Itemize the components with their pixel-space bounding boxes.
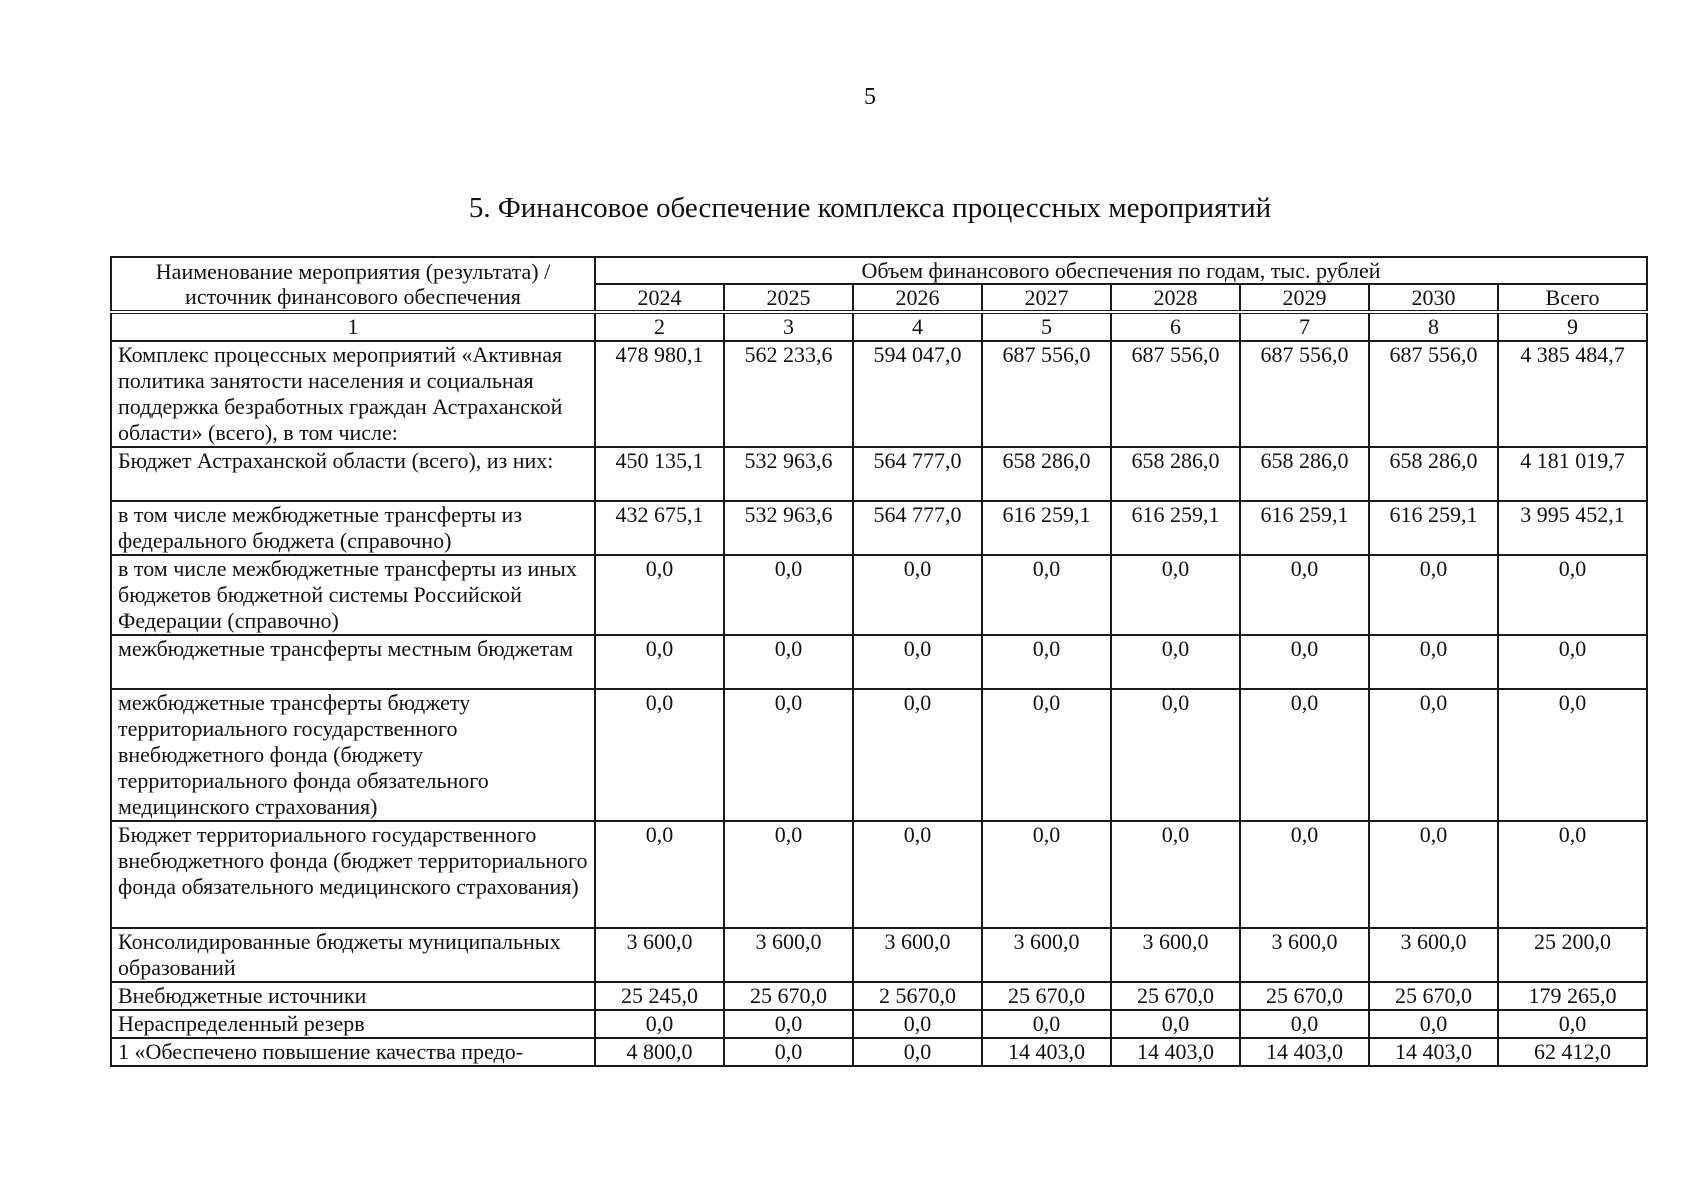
header-year-cell: 2025 bbox=[724, 284, 853, 312]
row-name-cell: Консолидированные бюджеты муниципальных образований bbox=[111, 928, 595, 982]
value-cell: 0,0 bbox=[1240, 821, 1369, 928]
value-cell: 0,0 bbox=[595, 635, 724, 689]
table-row bbox=[111, 1038, 1647, 1066]
value-cell: 14 403,0 bbox=[982, 1038, 1111, 1066]
value-cell: 0,0 bbox=[1111, 555, 1240, 635]
column-number-cell: 2 bbox=[595, 312, 724, 341]
value-cell: 3 600,0 bbox=[724, 928, 853, 982]
header-year-cell: 2027 bbox=[982, 284, 1111, 312]
value-cell: 0,0 bbox=[724, 821, 853, 928]
value-cell: 0,0 bbox=[595, 821, 724, 928]
row-name-cell: Бюджет Астраханской области (всего), из них: bbox=[111, 447, 595, 501]
value-cell: 0,0 bbox=[724, 555, 853, 635]
header-row-top bbox=[111, 257, 1647, 284]
total-cell: 0,0 bbox=[1498, 821, 1647, 928]
row-name-cell: межбюджетные трансферты бюджету территориального государственного внебюджетного фонда (бюджету территориального фонда обязательного медицинского страхования) bbox=[111, 689, 595, 821]
value-cell: 0,0 bbox=[595, 1010, 724, 1038]
value-cell: 3 600,0 bbox=[982, 928, 1111, 982]
column-number-cell: 8 bbox=[1369, 312, 1498, 341]
value-cell: 0,0 bbox=[1111, 821, 1240, 928]
header-volume-cell: Объем финансового обеспечения по годам, тыс. рублей bbox=[595, 257, 1647, 284]
column-number-cell: 7 bbox=[1240, 312, 1369, 341]
value-cell: 0,0 bbox=[1111, 635, 1240, 689]
value-cell: 2 5670,0 bbox=[853, 982, 982, 1010]
header-name-cell: Наименование мероприятия (результата) / источник финансового обеспечения bbox=[111, 257, 595, 312]
value-cell: 616 259,1 bbox=[1369, 501, 1498, 555]
section-title: 5. Финансовое обеспечение комплекса процессных мероприятий bbox=[468, 192, 1272, 224]
value-cell: 658 286,0 bbox=[1369, 447, 1498, 501]
financing-table bbox=[110, 256, 1648, 1067]
row-name-cell: в том числе межбюджетные трансферты из иных бюджетов бюджетной системы Российской Федерации (справочно) bbox=[111, 555, 595, 635]
value-cell: 0,0 bbox=[724, 1010, 853, 1038]
value-cell: 687 556,0 bbox=[1369, 341, 1498, 447]
total-cell: 62 412,0 bbox=[1498, 1038, 1647, 1066]
value-cell: 25 670,0 bbox=[1369, 982, 1498, 1010]
value-cell: 3 600,0 bbox=[1111, 928, 1240, 982]
value-cell: 532 963,6 bbox=[724, 501, 853, 555]
header-year-cell: 2024 bbox=[595, 284, 724, 312]
value-cell: 564 777,0 bbox=[853, 447, 982, 501]
total-cell: 0,0 bbox=[1498, 635, 1647, 689]
column-numbers-row bbox=[111, 312, 1647, 341]
value-cell: 14 403,0 bbox=[1111, 1038, 1240, 1066]
header-year-cell: 2028 bbox=[1111, 284, 1240, 312]
total-cell: 0,0 bbox=[1498, 1010, 1647, 1038]
header-year-cell: 2026 bbox=[853, 284, 982, 312]
value-cell: 3 600,0 bbox=[1240, 928, 1369, 982]
value-cell: 0,0 bbox=[1369, 635, 1498, 689]
value-cell: 0,0 bbox=[982, 555, 1111, 635]
value-cell: 0,0 bbox=[853, 821, 982, 928]
value-cell: 14 403,0 bbox=[1369, 1038, 1498, 1066]
value-cell: 0,0 bbox=[1369, 1010, 1498, 1038]
row-name-cell: Внебюджетные источники bbox=[111, 982, 595, 1010]
header-year-cell: 2030 bbox=[1369, 284, 1498, 312]
value-cell: 0,0 bbox=[1240, 689, 1369, 821]
value-cell: 25 245,0 bbox=[595, 982, 724, 1010]
value-cell: 0,0 bbox=[1111, 1010, 1240, 1038]
value-cell: 658 286,0 bbox=[1111, 447, 1240, 501]
total-cell: 25 200,0 bbox=[1498, 928, 1647, 982]
value-cell: 478 980,1 bbox=[595, 341, 724, 447]
value-cell: 4 800,0 bbox=[595, 1038, 724, 1066]
value-cell: 0,0 bbox=[853, 635, 982, 689]
value-cell: 3 600,0 bbox=[1369, 928, 1498, 982]
table-row bbox=[111, 447, 1647, 501]
value-cell: 616 259,1 bbox=[982, 501, 1111, 555]
value-cell: 0,0 bbox=[724, 689, 853, 821]
value-cell: 0,0 bbox=[853, 689, 982, 821]
value-cell: 658 286,0 bbox=[982, 447, 1111, 501]
value-cell: 25 670,0 bbox=[1240, 982, 1369, 1010]
column-number-cell: 5 bbox=[982, 312, 1111, 341]
value-cell: 0,0 bbox=[1369, 821, 1498, 928]
value-cell: 0,0 bbox=[982, 821, 1111, 928]
table-row bbox=[111, 1010, 1647, 1038]
table-row bbox=[111, 341, 1647, 447]
value-cell: 25 670,0 bbox=[982, 982, 1111, 1010]
table-row bbox=[111, 555, 1647, 635]
table-row bbox=[111, 821, 1647, 928]
total-cell: 4 181 019,7 bbox=[1498, 447, 1647, 501]
value-cell: 0,0 bbox=[1369, 555, 1498, 635]
value-cell: 616 259,1 bbox=[1240, 501, 1369, 555]
column-number-cell: 4 bbox=[853, 312, 982, 341]
table-row bbox=[111, 982, 1647, 1010]
row-name-cell: Нераспределенный резерв bbox=[111, 1010, 595, 1038]
value-cell: 3 600,0 bbox=[853, 928, 982, 982]
table-row bbox=[111, 635, 1647, 689]
column-number-cell: 9 bbox=[1498, 312, 1647, 341]
value-cell: 25 670,0 bbox=[1111, 982, 1240, 1010]
row-name-cell: Комплекс процессных мероприятий «Активная политика занятости населения и социальная поддержка безработных граждан Астраханской области» (всего), в том числе: bbox=[111, 341, 595, 447]
value-cell: 3 600,0 bbox=[595, 928, 724, 982]
value-cell: 25 670,0 bbox=[724, 982, 853, 1010]
value-cell: 0,0 bbox=[1111, 689, 1240, 821]
value-cell: 0,0 bbox=[595, 555, 724, 635]
value-cell: 532 963,6 bbox=[724, 447, 853, 501]
column-number-cell: 1 bbox=[111, 312, 595, 341]
column-number-cell: 3 bbox=[724, 312, 853, 341]
value-cell: 0,0 bbox=[1240, 555, 1369, 635]
value-cell: 0,0 bbox=[1240, 635, 1369, 689]
total-cell: 0,0 bbox=[1498, 555, 1647, 635]
total-cell: 3 995 452,1 bbox=[1498, 501, 1647, 555]
value-cell: 432 675,1 bbox=[595, 501, 724, 555]
table-row bbox=[111, 501, 1647, 555]
total-cell: 0,0 bbox=[1498, 689, 1647, 821]
value-cell: 0,0 bbox=[853, 1038, 982, 1066]
value-cell: 450 135,1 bbox=[595, 447, 724, 501]
row-name-cell: в том числе межбюджетные трансферты из федерального бюджета (справочно) bbox=[111, 501, 595, 555]
value-cell: 0,0 bbox=[982, 1010, 1111, 1038]
value-cell: 616 259,1 bbox=[1111, 501, 1240, 555]
header-total-cell: Всего bbox=[1498, 284, 1647, 312]
value-cell: 687 556,0 bbox=[1111, 341, 1240, 447]
value-cell: 0,0 bbox=[853, 1010, 982, 1038]
column-number-cell: 6 bbox=[1111, 312, 1240, 341]
row-name-cell: 1 «Обеспечено повышение качества предо- bbox=[111, 1038, 595, 1066]
value-cell: 0,0 bbox=[982, 635, 1111, 689]
value-cell: 0,0 bbox=[724, 1038, 853, 1066]
value-cell: 0,0 bbox=[1369, 689, 1498, 821]
value-cell: 687 556,0 bbox=[982, 341, 1111, 447]
table-row bbox=[111, 928, 1647, 982]
value-cell: 0,0 bbox=[1240, 1010, 1369, 1038]
total-cell: 4 385 484,7 bbox=[1498, 341, 1647, 447]
value-cell: 0,0 bbox=[982, 689, 1111, 821]
value-cell: 0,0 bbox=[853, 555, 982, 635]
value-cell: 564 777,0 bbox=[853, 501, 982, 555]
value-cell: 658 286,0 bbox=[1240, 447, 1369, 501]
row-name-cell: Бюджет территориального государственного внебюджетного фонда (бюджет территориального фонда обязательного медицинского страхования) bbox=[111, 821, 595, 928]
row-name-cell: межбюджетные трансферты местным бюджетам bbox=[111, 635, 595, 689]
value-cell: 594 047,0 bbox=[853, 341, 982, 447]
table-row bbox=[111, 689, 1647, 821]
value-cell: 14 403,0 bbox=[1240, 1038, 1369, 1066]
value-cell: 0,0 bbox=[595, 689, 724, 821]
value-cell: 687 556,0 bbox=[1240, 341, 1369, 447]
header-year-cell: 2029 bbox=[1240, 284, 1369, 312]
page-number: 5 bbox=[864, 84, 876, 110]
value-cell: 0,0 bbox=[724, 635, 853, 689]
total-cell: 179 265,0 bbox=[1498, 982, 1647, 1010]
value-cell: 562 233,6 bbox=[724, 341, 853, 447]
